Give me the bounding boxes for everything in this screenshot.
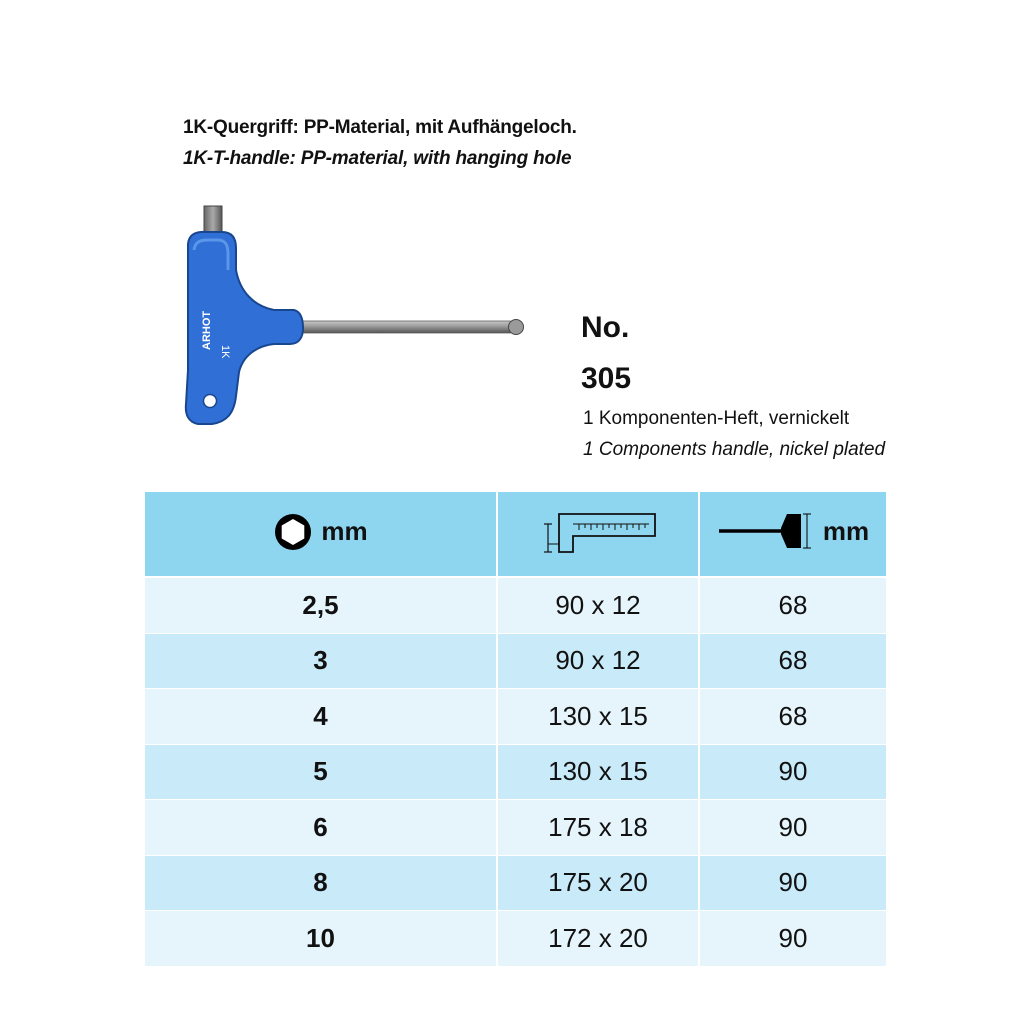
table-row bbox=[145, 745, 886, 801]
cell-dimensions: 175 x 18 bbox=[498, 800, 700, 856]
caption-english: 1K-T-handle: PP-material, with hanging hole bbox=[183, 148, 572, 169]
cell-dimensions: 172 x 20 bbox=[498, 911, 700, 967]
cell-hex-size: 10 bbox=[145, 911, 498, 967]
table-row bbox=[145, 578, 886, 634]
product-number: 305 bbox=[581, 362, 632, 395]
product-number-label: No. bbox=[581, 311, 630, 344]
product-description-english: 1 Components handle, nickel plated bbox=[583, 439, 886, 460]
blade-length-icon bbox=[717, 510, 815, 554]
cell-blade-length: 90 bbox=[700, 911, 886, 967]
cell-hex-size: 2,5 bbox=[145, 578, 498, 634]
cell-hex-size: 4 bbox=[145, 689, 498, 745]
cell-hex-size: 5 bbox=[145, 745, 498, 801]
product-description-german: 1 Komponenten-Heft, vernickelt bbox=[583, 408, 850, 429]
hex-key-shaft bbox=[296, 321, 512, 333]
cell-blade-length: 68 bbox=[700, 578, 886, 634]
cell-blade-length: 68 bbox=[700, 689, 886, 745]
table-row bbox=[145, 634, 886, 690]
cell-dimensions: 130 x 15 bbox=[498, 689, 700, 745]
handle-mark-text: 1K bbox=[219, 345, 231, 359]
table-row bbox=[145, 911, 886, 967]
handle-brand-text: ARHOT bbox=[201, 310, 213, 350]
caption-german: 1K-Quergriff: PP-Material, mit Aufhängeloch. bbox=[183, 117, 577, 138]
table-header-row bbox=[145, 492, 886, 578]
header-hex-size-unit: mm bbox=[321, 516, 368, 546]
cell-hex-size: 3 bbox=[145, 634, 498, 690]
hexagon-icon bbox=[273, 512, 313, 552]
cell-blade-length: 90 bbox=[700, 800, 886, 856]
cell-dimensions: 90 x 12 bbox=[498, 634, 700, 690]
hanging-hole bbox=[204, 395, 217, 408]
ball-end bbox=[509, 320, 524, 335]
table-row bbox=[145, 689, 886, 745]
cell-blade-length: 90 bbox=[700, 745, 886, 801]
caliper-dimensions-icon bbox=[539, 510, 657, 554]
header-blade-length-unit: mm bbox=[822, 516, 870, 546]
cell-dimensions: 90 x 12 bbox=[498, 578, 700, 634]
specification-table bbox=[145, 492, 886, 967]
cell-blade-length: 90 bbox=[700, 856, 886, 912]
cell-hex-size: 6 bbox=[145, 800, 498, 856]
table-row bbox=[145, 856, 886, 912]
cell-dimensions: 175 x 20 bbox=[498, 856, 700, 912]
cell-hex-size: 8 bbox=[145, 856, 498, 912]
t-handle-hex-key-image bbox=[170, 200, 540, 440]
header-dimensions bbox=[498, 492, 700, 578]
header-hex-size bbox=[145, 492, 498, 578]
table-row bbox=[145, 800, 886, 856]
cell-blade-length: 68 bbox=[700, 634, 886, 690]
cell-dimensions: 130 x 15 bbox=[498, 745, 700, 801]
header-blade-length bbox=[700, 492, 886, 578]
